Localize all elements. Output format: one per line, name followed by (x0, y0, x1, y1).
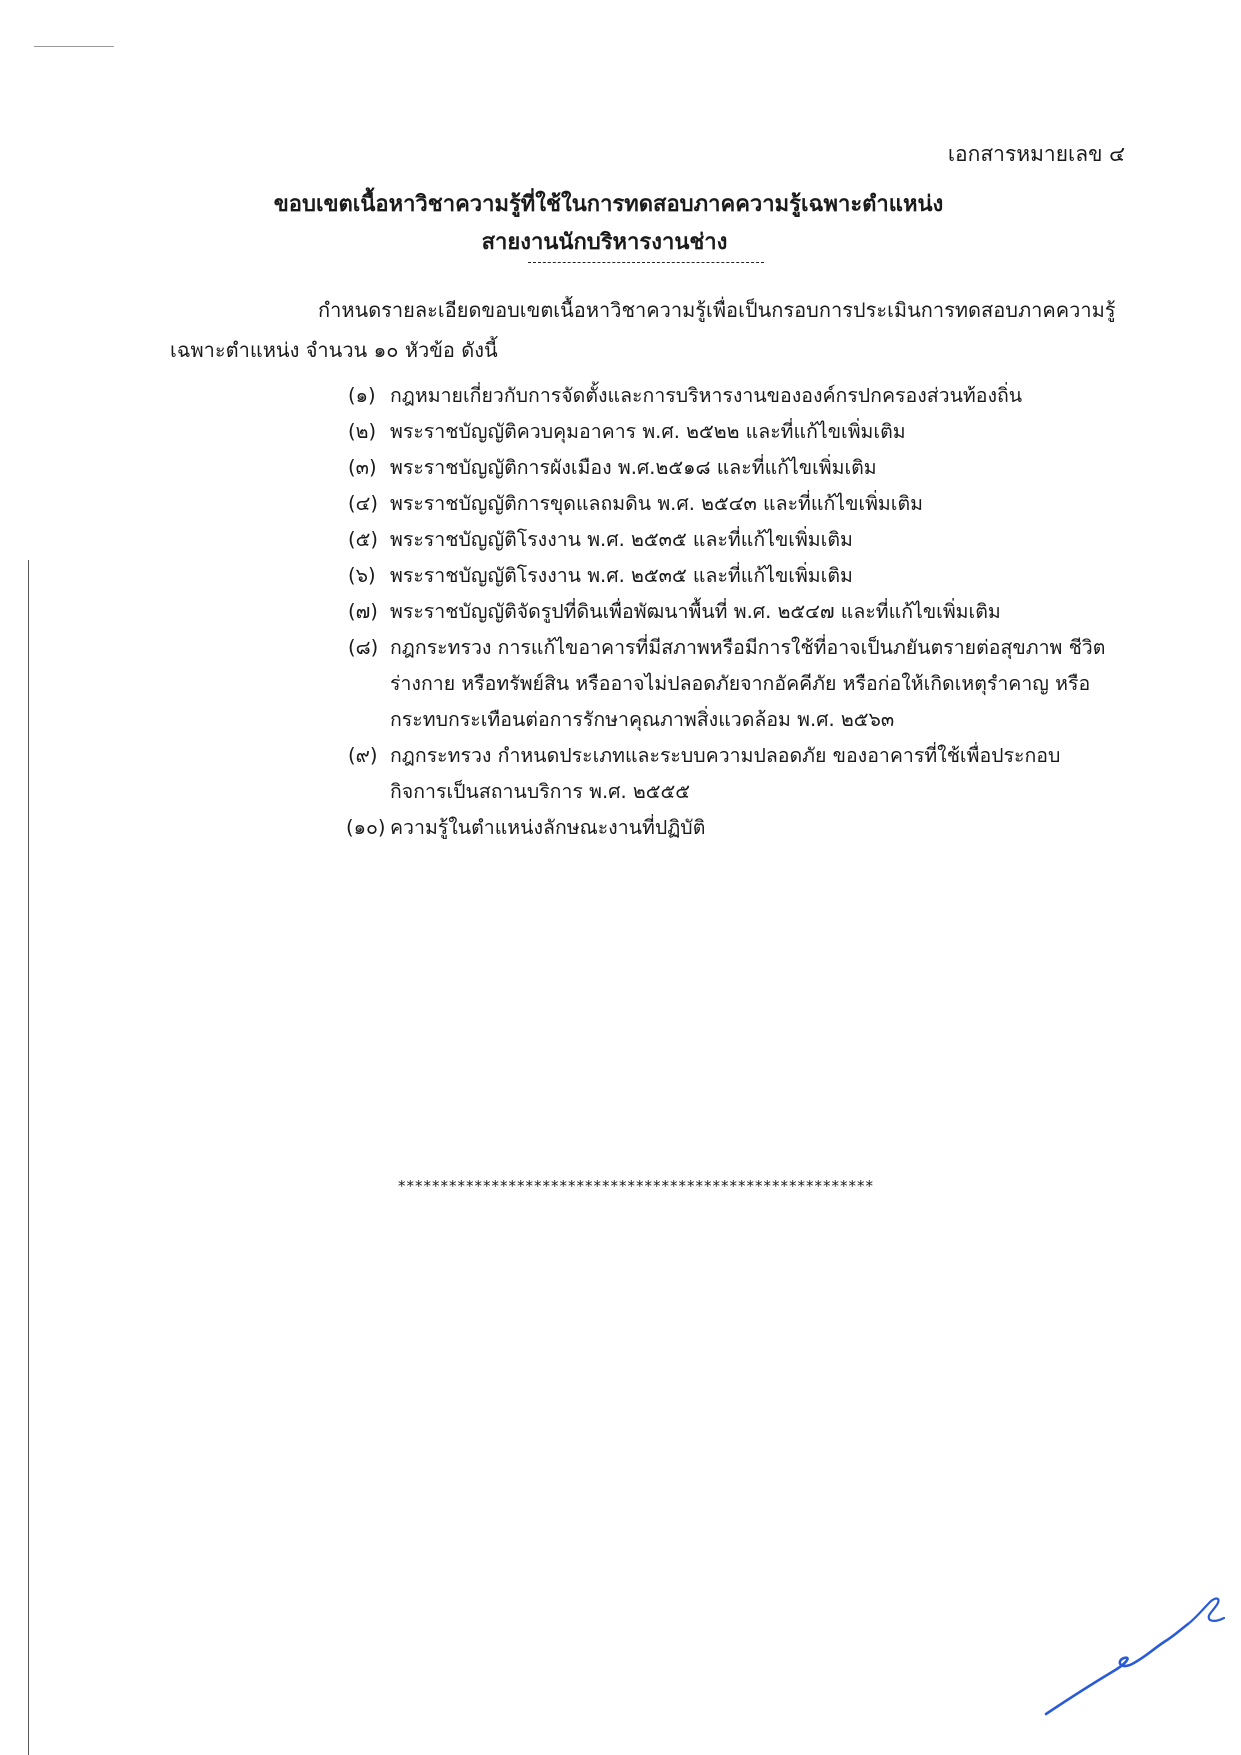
topic-item (348, 738, 1118, 810)
topic-text: พระราชบัญญัติการขุดแลถมดิน พ.ศ. ๒๕๔๓ และที่แก้ไขเพิ่มเติม (390, 492, 923, 515)
document-number: เอกสารหมายเลข ๔ (947, 142, 1125, 166)
topic-text: พระราชบัญญัติจัดรูปที่ดินเพื่อพัฒนาพื้นที่ พ.ศ. ๒๕๔๗ และที่แก้ไขเพิ่มเติม (390, 600, 1001, 623)
topic-item (348, 450, 1118, 486)
topic-text: พระราชบัญญัติโรงงาน พ.ศ. ๒๕๓๕ และที่แก้ไขเพิ่มเติม (390, 564, 853, 587)
topic-text: พระราชบัญญัติการผังเมือง พ.ศ.๒๕๑๘ และที่แก้ไขเพิ่มเติม (390, 456, 877, 479)
topic-number: (๑) (348, 384, 376, 407)
intro-paragraph-line-2: เฉพาะตำแหน่ง จำนวน ๑๐ หัวข้อ ดังนี้ (170, 338, 498, 362)
topic-item (348, 810, 1118, 846)
topic-number: (๘) (348, 636, 379, 659)
topic-item (348, 594, 1118, 630)
scan-edge-left (28, 560, 29, 1755)
topic-item (348, 522, 1118, 558)
topic-item (348, 630, 1118, 738)
topic-number: (๖) (348, 564, 376, 587)
topic-number: (๓) (348, 456, 377, 479)
topic-number: (๑๐) (346, 816, 386, 839)
topic-text: พระราชบัญญัติโรงงาน พ.ศ. ๒๕๓๕ และที่แก้ไขเพิ่มเติม (390, 528, 853, 551)
topic-number: (๔) (348, 492, 378, 515)
topic-number: (๙) (348, 744, 378, 767)
signature-icon (1040, 1590, 1230, 1720)
topic-text: กฎหมายเกี่ยวกับการจัดตั้งและการบริหารงานขององค์กรปกครองส่วนท้องถิ่น (390, 384, 1023, 407)
signature-flourish (1188, 1599, 1224, 1624)
document-subtitle: สายงานนักบริหารงานช่าง (481, 230, 728, 255)
topic-text: กฎกระทรวง การแก้ไขอาคารที่มีสภาพหรือมีการใช้ที่อาจเป็นภยันตรายต่อสุขภาพ ชีวิตร่างกาย หรือทรัพย์สิน หรืออาจไม่ปลอดภัยจากอัคคีภัย หรือก่อให้เกิดเหตุรำคาญ หรือกระทบกระเทือนต่อการรักษาคุณภาพสิ่งแวดล้อม พ.ศ. ๒๕๖๓ (390, 636, 1106, 731)
intro-paragraph-line-1: กำหนดรายละเอียดขอบเขตเนื้อหาวิชาความรู้เพื่อเป็นกรอบการประเมินการทดสอบภาคความรู้ (318, 298, 1116, 322)
topic-number: (๒) (348, 420, 377, 443)
topic-number: (๕) (348, 528, 378, 551)
topic-text: กฎกระทรวง กำหนดประเภทและระบบความปลอดภัย ของอาคารที่ใช้เพื่อประกอบ กิจการเป็นสถานบริการ พ.ศ. ๒๕๕๕ (390, 744, 1061, 803)
end-of-document-marker: ******************************************************** (398, 1177, 874, 1195)
title-separator (528, 262, 764, 263)
topic-item (348, 486, 1118, 522)
topic-item (348, 378, 1118, 414)
topic-text: ความรู้ในตำแหน่งลักษณะงานที่ปฏิบัติ (390, 816, 706, 839)
document-title: ขอบเขตเนื้อหาวิชาความรู้ที่ใช้ในการทดสอบภาคความรู้เฉพาะตำแหน่ง (273, 192, 944, 217)
scan-edge-top (34, 46, 114, 47)
topic-list (348, 378, 1118, 846)
topic-text: พระราชบัญญัติควบคุมอาคาร พ.ศ. ๒๕๒๒ และที่แก้ไขเพิ่มเติม (390, 420, 906, 443)
topic-item (348, 414, 1118, 450)
topic-item (348, 558, 1118, 594)
signature-stroke (1046, 1624, 1188, 1714)
topic-number: (๗) (348, 600, 378, 623)
